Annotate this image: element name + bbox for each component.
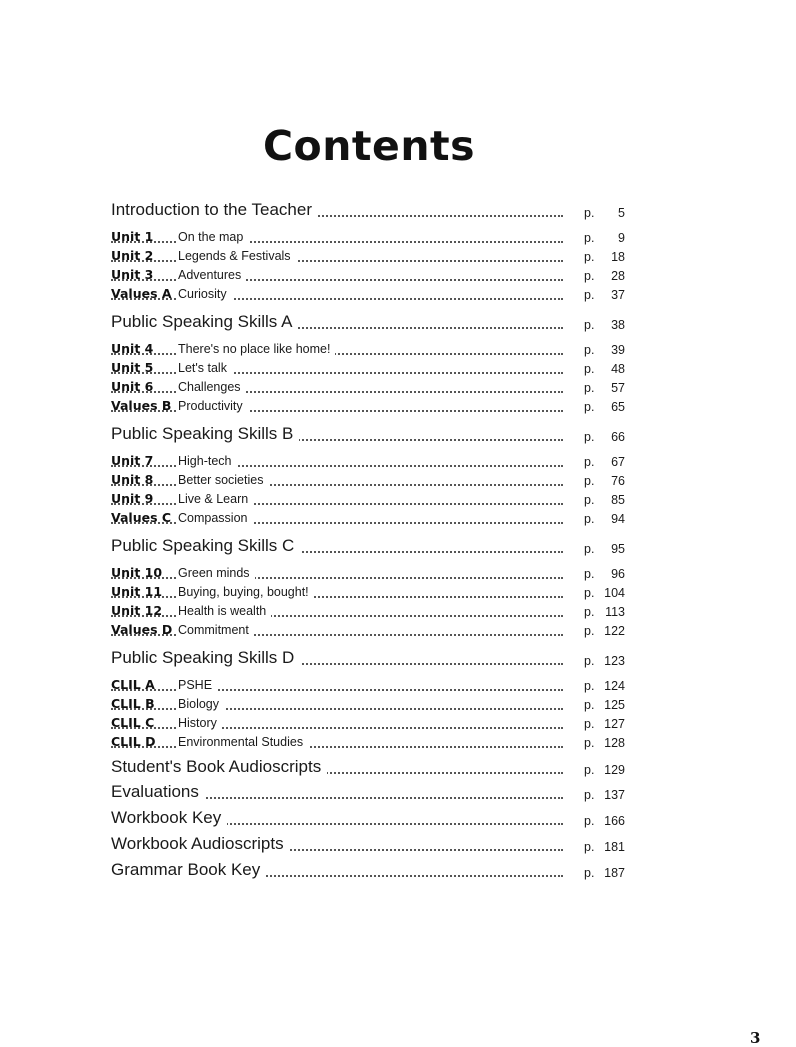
entry-title: Workbook Audioscripts	[111, 834, 290, 854]
entry-title: Compassion	[178, 511, 252, 525]
entry-title: Introduction to the Teacher	[111, 200, 318, 220]
entry-page-number: 9	[618, 231, 625, 245]
entry-code: Unit 8	[111, 472, 154, 487]
entry-page-number: 66	[611, 430, 625, 444]
entry-code: Unit 4	[111, 341, 154, 356]
entry-page-number: 104	[604, 586, 625, 600]
entry-page-number: 128	[604, 736, 625, 750]
entry-page-number: 123	[604, 654, 625, 668]
entry-page-number: 5	[618, 206, 625, 220]
entry-title: Health is wealth	[178, 604, 271, 618]
entry-title: Public Speaking Skills C	[111, 536, 300, 556]
page-prefix: p.	[584, 679, 595, 693]
entry-page-number: 127	[604, 717, 625, 731]
toc-section-entry	[111, 860, 631, 880]
entry-title: Legends & Festivals	[178, 249, 296, 263]
entry-code: CLIL C	[111, 715, 155, 730]
entry-title: Public Speaking Skills B	[111, 424, 299, 444]
entry-page-number: 166	[604, 814, 625, 828]
entry-code: Unit 12	[111, 603, 163, 618]
toc-entry	[111, 581, 631, 601]
toc-entry	[111, 395, 631, 415]
entry-page-number: 76	[611, 474, 625, 488]
page-prefix: p.	[584, 231, 595, 245]
page-prefix: p.	[584, 430, 595, 444]
entry-code: Unit 5	[111, 360, 154, 375]
page-prefix: p.	[584, 698, 595, 712]
page-prefix: p.	[584, 288, 595, 302]
entry-title: Live & Learn	[178, 492, 253, 506]
entry-title: Biology	[178, 697, 224, 711]
toc-entry	[111, 450, 631, 470]
entry-code: Unit 7	[111, 453, 154, 468]
page-prefix: p.	[584, 717, 595, 731]
entry-page-number: 124	[604, 679, 625, 693]
page-prefix: p.	[584, 567, 595, 581]
page-title: Contents	[262, 122, 476, 170]
page-prefix: p.	[584, 400, 595, 414]
toc-section-entry	[111, 200, 631, 220]
page-prefix: p.	[584, 206, 595, 220]
entry-code: Unit 10	[111, 565, 163, 580]
entry-page-number: 18	[611, 250, 625, 264]
entry-title: Student's Book Audioscripts	[111, 757, 327, 777]
entry-title: Better societies	[178, 473, 268, 487]
entry-title: PSHE	[178, 678, 217, 692]
entry-title: History	[178, 716, 222, 730]
page-prefix: p.	[584, 542, 595, 556]
entry-title: Adventures	[178, 268, 246, 282]
entry-title: High-tech	[178, 454, 237, 468]
toc-entry	[111, 731, 631, 751]
entry-page-number: 38	[611, 318, 625, 332]
entry-code: Values D	[111, 622, 173, 637]
page-prefix: p.	[584, 840, 595, 854]
entry-title: Commitment	[178, 623, 254, 637]
toc-entry	[111, 600, 631, 620]
toc-section-entry	[111, 648, 631, 668]
toc-entry	[111, 619, 631, 639]
entry-title: Green minds	[178, 566, 255, 580]
toc-section-entry	[111, 834, 631, 854]
toc-entry	[111, 693, 631, 713]
entry-code: Values A	[111, 286, 172, 301]
page-prefix: p.	[584, 736, 595, 750]
entry-page-number: 125	[604, 698, 625, 712]
page-prefix: p.	[584, 343, 595, 357]
entry-code: CLIL A	[111, 677, 155, 692]
toc-section-entry	[111, 424, 631, 444]
entry-code: Unit 3	[111, 267, 154, 282]
page-number: 3	[750, 1029, 761, 1047]
entry-page-number: 28	[611, 269, 625, 283]
entry-title: Public Speaking Skills A	[111, 312, 298, 332]
entry-code: Unit 9	[111, 491, 154, 506]
page-prefix: p.	[584, 493, 595, 507]
entry-title: On the map	[178, 230, 248, 244]
page-prefix: p.	[584, 624, 595, 638]
page-prefix: p.	[584, 512, 595, 526]
entry-title: Public Speaking Skills D	[111, 648, 300, 668]
page-prefix: p.	[584, 866, 595, 880]
entry-title: Environmental Studies	[178, 735, 308, 749]
entry-title: Productivity	[178, 399, 248, 413]
toc-entry	[111, 376, 631, 396]
entry-page-number: 129	[604, 763, 625, 777]
entry-page-number: 94	[611, 512, 625, 526]
entry-page-number: 48	[611, 362, 625, 376]
page-prefix: p.	[584, 586, 595, 600]
toc-entry	[111, 338, 631, 358]
entry-page-number: 95	[611, 542, 625, 556]
entry-code: CLIL D	[111, 734, 156, 749]
entry-code: Unit 11	[111, 584, 163, 599]
page-prefix: p.	[584, 362, 595, 376]
entry-title: Buying, buying, bought!	[178, 585, 314, 599]
toc-section-entry	[111, 757, 631, 777]
entry-page-number: 39	[611, 343, 625, 357]
toc-section-entry	[111, 808, 631, 828]
toc-entry	[111, 674, 631, 694]
page-prefix: p.	[584, 788, 595, 802]
toc-entry	[111, 264, 631, 284]
entry-code: Unit 6	[111, 379, 154, 394]
page-prefix: p.	[584, 269, 595, 283]
entry-page-number: 96	[611, 567, 625, 581]
entry-page-number: 187	[604, 866, 625, 880]
page-prefix: p.	[584, 250, 595, 264]
entry-code: Unit 1	[111, 229, 154, 244]
entry-title: There's no place like home!	[178, 342, 335, 356]
entry-title: Curiosity	[178, 287, 232, 301]
toc-entry	[111, 245, 631, 265]
entry-code: CLIL B	[111, 696, 155, 711]
entry-title: Let's talk	[178, 361, 232, 375]
toc-section-entry	[111, 312, 631, 332]
toc-entry	[111, 488, 631, 508]
entry-page-number: 85	[611, 493, 625, 507]
page-prefix: p.	[584, 763, 595, 777]
toc-section-entry	[111, 536, 631, 556]
page-prefix: p.	[584, 455, 595, 469]
page-prefix: p.	[584, 318, 595, 332]
page-prefix: p.	[584, 605, 595, 619]
toc-entry	[111, 283, 631, 303]
page-prefix: p.	[584, 381, 595, 395]
toc-section-entry	[111, 782, 631, 802]
entry-page-number: 137	[604, 788, 625, 802]
page-prefix: p.	[584, 654, 595, 668]
page-prefix: p.	[584, 814, 595, 828]
toc-entry	[111, 469, 631, 489]
toc-entry	[111, 357, 631, 377]
entry-title: Workbook Key	[111, 808, 227, 828]
page-prefix: p.	[584, 474, 595, 488]
toc-entry	[111, 562, 631, 582]
toc-entry	[111, 712, 631, 732]
toc-entry	[111, 226, 631, 246]
entry-page-number: 67	[611, 455, 625, 469]
entry-page-number: 65	[611, 400, 625, 414]
entry-code: Values B	[111, 398, 172, 413]
entry-title: Grammar Book Key	[111, 860, 266, 880]
entry-page-number: 122	[604, 624, 625, 638]
entry-code: Values C	[111, 510, 172, 525]
entry-title: Evaluations	[111, 782, 205, 802]
entry-code: Unit 2	[111, 248, 154, 263]
toc-entry	[111, 507, 631, 527]
entry-page-number: 57	[611, 381, 625, 395]
entry-page-number: 181	[604, 840, 625, 854]
entry-title: Challenges	[178, 380, 246, 394]
entry-page-number: 113	[605, 605, 625, 619]
entry-page-number: 37	[611, 288, 625, 302]
